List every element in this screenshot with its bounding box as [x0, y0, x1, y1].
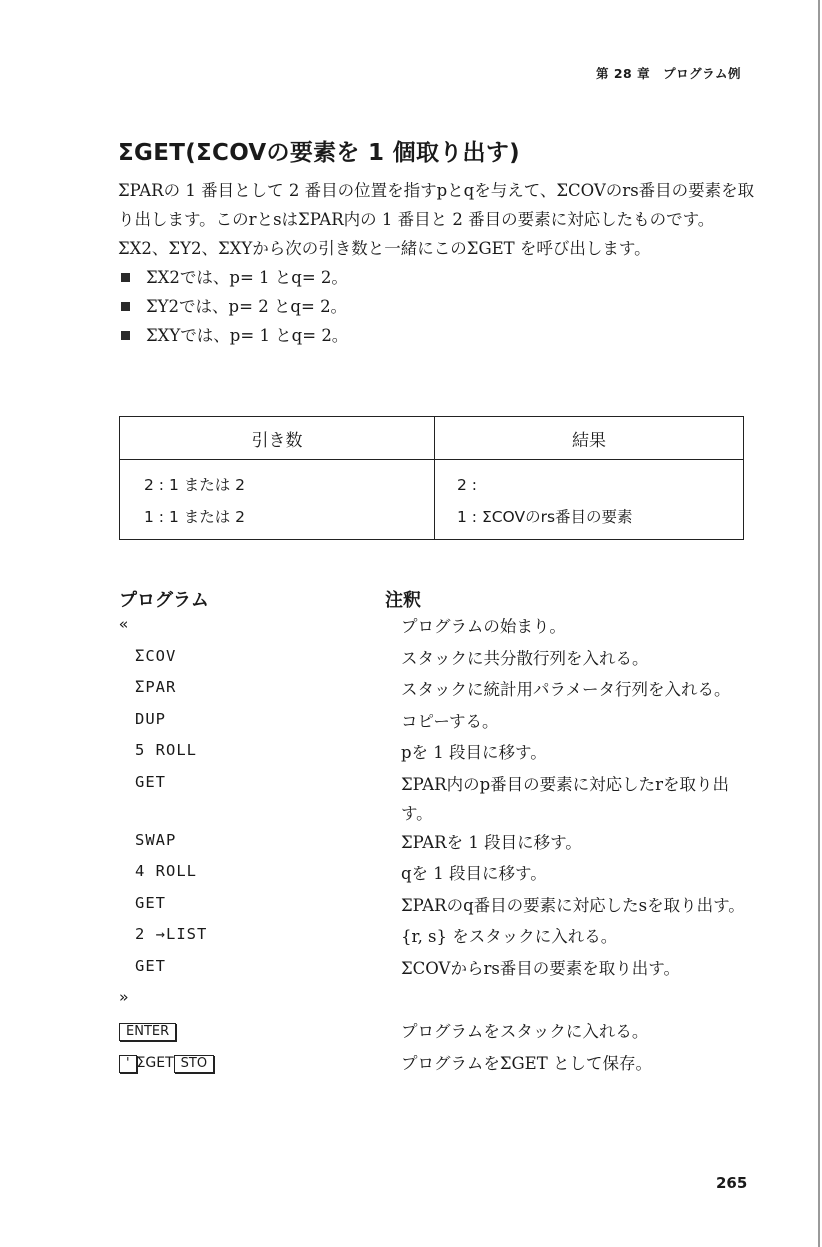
program-note: ΣPAR内のp番目の要素に対応したrを取り出す。: [401, 774, 730, 823]
body-text: [118, 176, 758, 350]
program-code: GET: [135, 772, 166, 791]
program-code: GET: [135, 956, 166, 975]
program-row: [119, 891, 759, 923]
program-note: ΣPARを 1 段目に移す。: [401, 832, 582, 852]
program-row: [119, 644, 759, 676]
program-row: [119, 738, 759, 770]
keystroke-row: [119, 1017, 759, 1050]
program-row: [119, 859, 759, 891]
section-title: ΣGET(ΣCOVの要素を 1 個取り出す): [118, 140, 520, 166]
keystroke-note: プログラムをΣGET として保存。: [401, 1054, 652, 1073]
keystroke-sequence: [119, 1017, 401, 1050]
program-code: 4 ROLL: [135, 862, 197, 880]
keystroke-sequence: [119, 1049, 401, 1082]
table-header-results: 結果: [435, 417, 744, 460]
square-bullet-icon: [121, 331, 130, 340]
program-code: 5 ROLL: [135, 741, 197, 759]
program-note: プログラムの始まり。: [401, 617, 566, 636]
program-note: pを 1 段目に移す。: [401, 743, 547, 762]
intro-paragraph: ΣPARの 1 番目として 2 番目の位置を指すpとqを与えて、ΣCOVのrs番目の要素を取り出します。このrとsはΣPAR内の 1 番目と 2 番目の要素に対応したものです。: [118, 181, 755, 229]
table-header-arguments: 引き数: [120, 417, 435, 460]
running-head: 第 28 章 プログラム例: [596, 66, 741, 81]
program-row: [119, 770, 759, 828]
program-row: [119, 707, 759, 739]
bullet-item: ΣX2では、p= 1 とq= 2。: [118, 263, 758, 292]
program-note: {r, s} をスタックに入れる。: [401, 927, 618, 946]
bullet-item: ΣY2では、p= 2 とq= 2。: [118, 292, 758, 321]
result-line: 2 :: [457, 476, 478, 494]
table-cell-arguments: [120, 460, 435, 540]
program-code: ΣPAR: [135, 678, 177, 696]
program-row: [119, 954, 759, 986]
arguments-results-table: [119, 416, 744, 540]
notes-heading: 注釈: [385, 590, 421, 611]
argument-line: 2 : 1 または 2: [144, 476, 246, 494]
program-code: DUP: [135, 709, 166, 728]
program-code: »: [119, 988, 130, 1006]
bullet-list: [118, 263, 758, 350]
page-edge: [818, 0, 820, 1247]
program-row: [119, 828, 759, 860]
program-code: ΣCOV: [135, 646, 177, 665]
keystroke-row: [119, 1049, 759, 1082]
enter-key: ENTER: [119, 1023, 176, 1041]
program-code: SWAP: [135, 830, 177, 849]
program-note: ΣCOVからrs番目の要素を取り出す。: [401, 958, 680, 978]
keystroke-note: プログラムをスタックに入れる。: [401, 1021, 649, 1041]
program-note: コピーする。: [401, 711, 499, 731]
program-note: ΣPARのq番目の要素に対応したsを取り出す。: [401, 895, 745, 915]
page-number: 265: [716, 1174, 748, 1192]
quote-key: ': [119, 1055, 137, 1073]
program-row: [119, 612, 759, 644]
program-note: スタックに共分散行列を入れる。: [401, 648, 649, 668]
program-row: [119, 922, 759, 954]
program-heading: プログラム: [119, 590, 209, 611]
program-code: 2 →LIST: [135, 925, 208, 943]
result-line: 1 : ΣCOVのrs番目の要素: [457, 508, 633, 526]
program-row: [119, 675, 759, 707]
program-note: スタックに統計用パラメータ行列を入れる。: [401, 680, 731, 699]
usage-paragraph: ΣX2、ΣY2、ΣXYから次の引き数と一緒にこのΣGET を呼び出します。: [118, 239, 651, 258]
program-code: GET: [135, 893, 166, 912]
square-bullet-icon: [121, 273, 130, 282]
variable-name: ΣGET: [136, 1055, 174, 1071]
program-note: [401, 985, 759, 1017]
program-listing: [119, 612, 759, 1082]
program-note: qを 1 段目に移す。: [401, 864, 547, 883]
sto-key: STO: [174, 1055, 214, 1073]
square-bullet-icon: [121, 302, 130, 311]
program-row: [119, 985, 759, 1017]
bullet-item: ΣXYでは、p= 1 とq= 2。: [118, 321, 758, 350]
program-code: «: [119, 615, 130, 633]
argument-line: 1 : 1 または 2: [144, 508, 246, 526]
table-cell-results: [435, 460, 744, 540]
